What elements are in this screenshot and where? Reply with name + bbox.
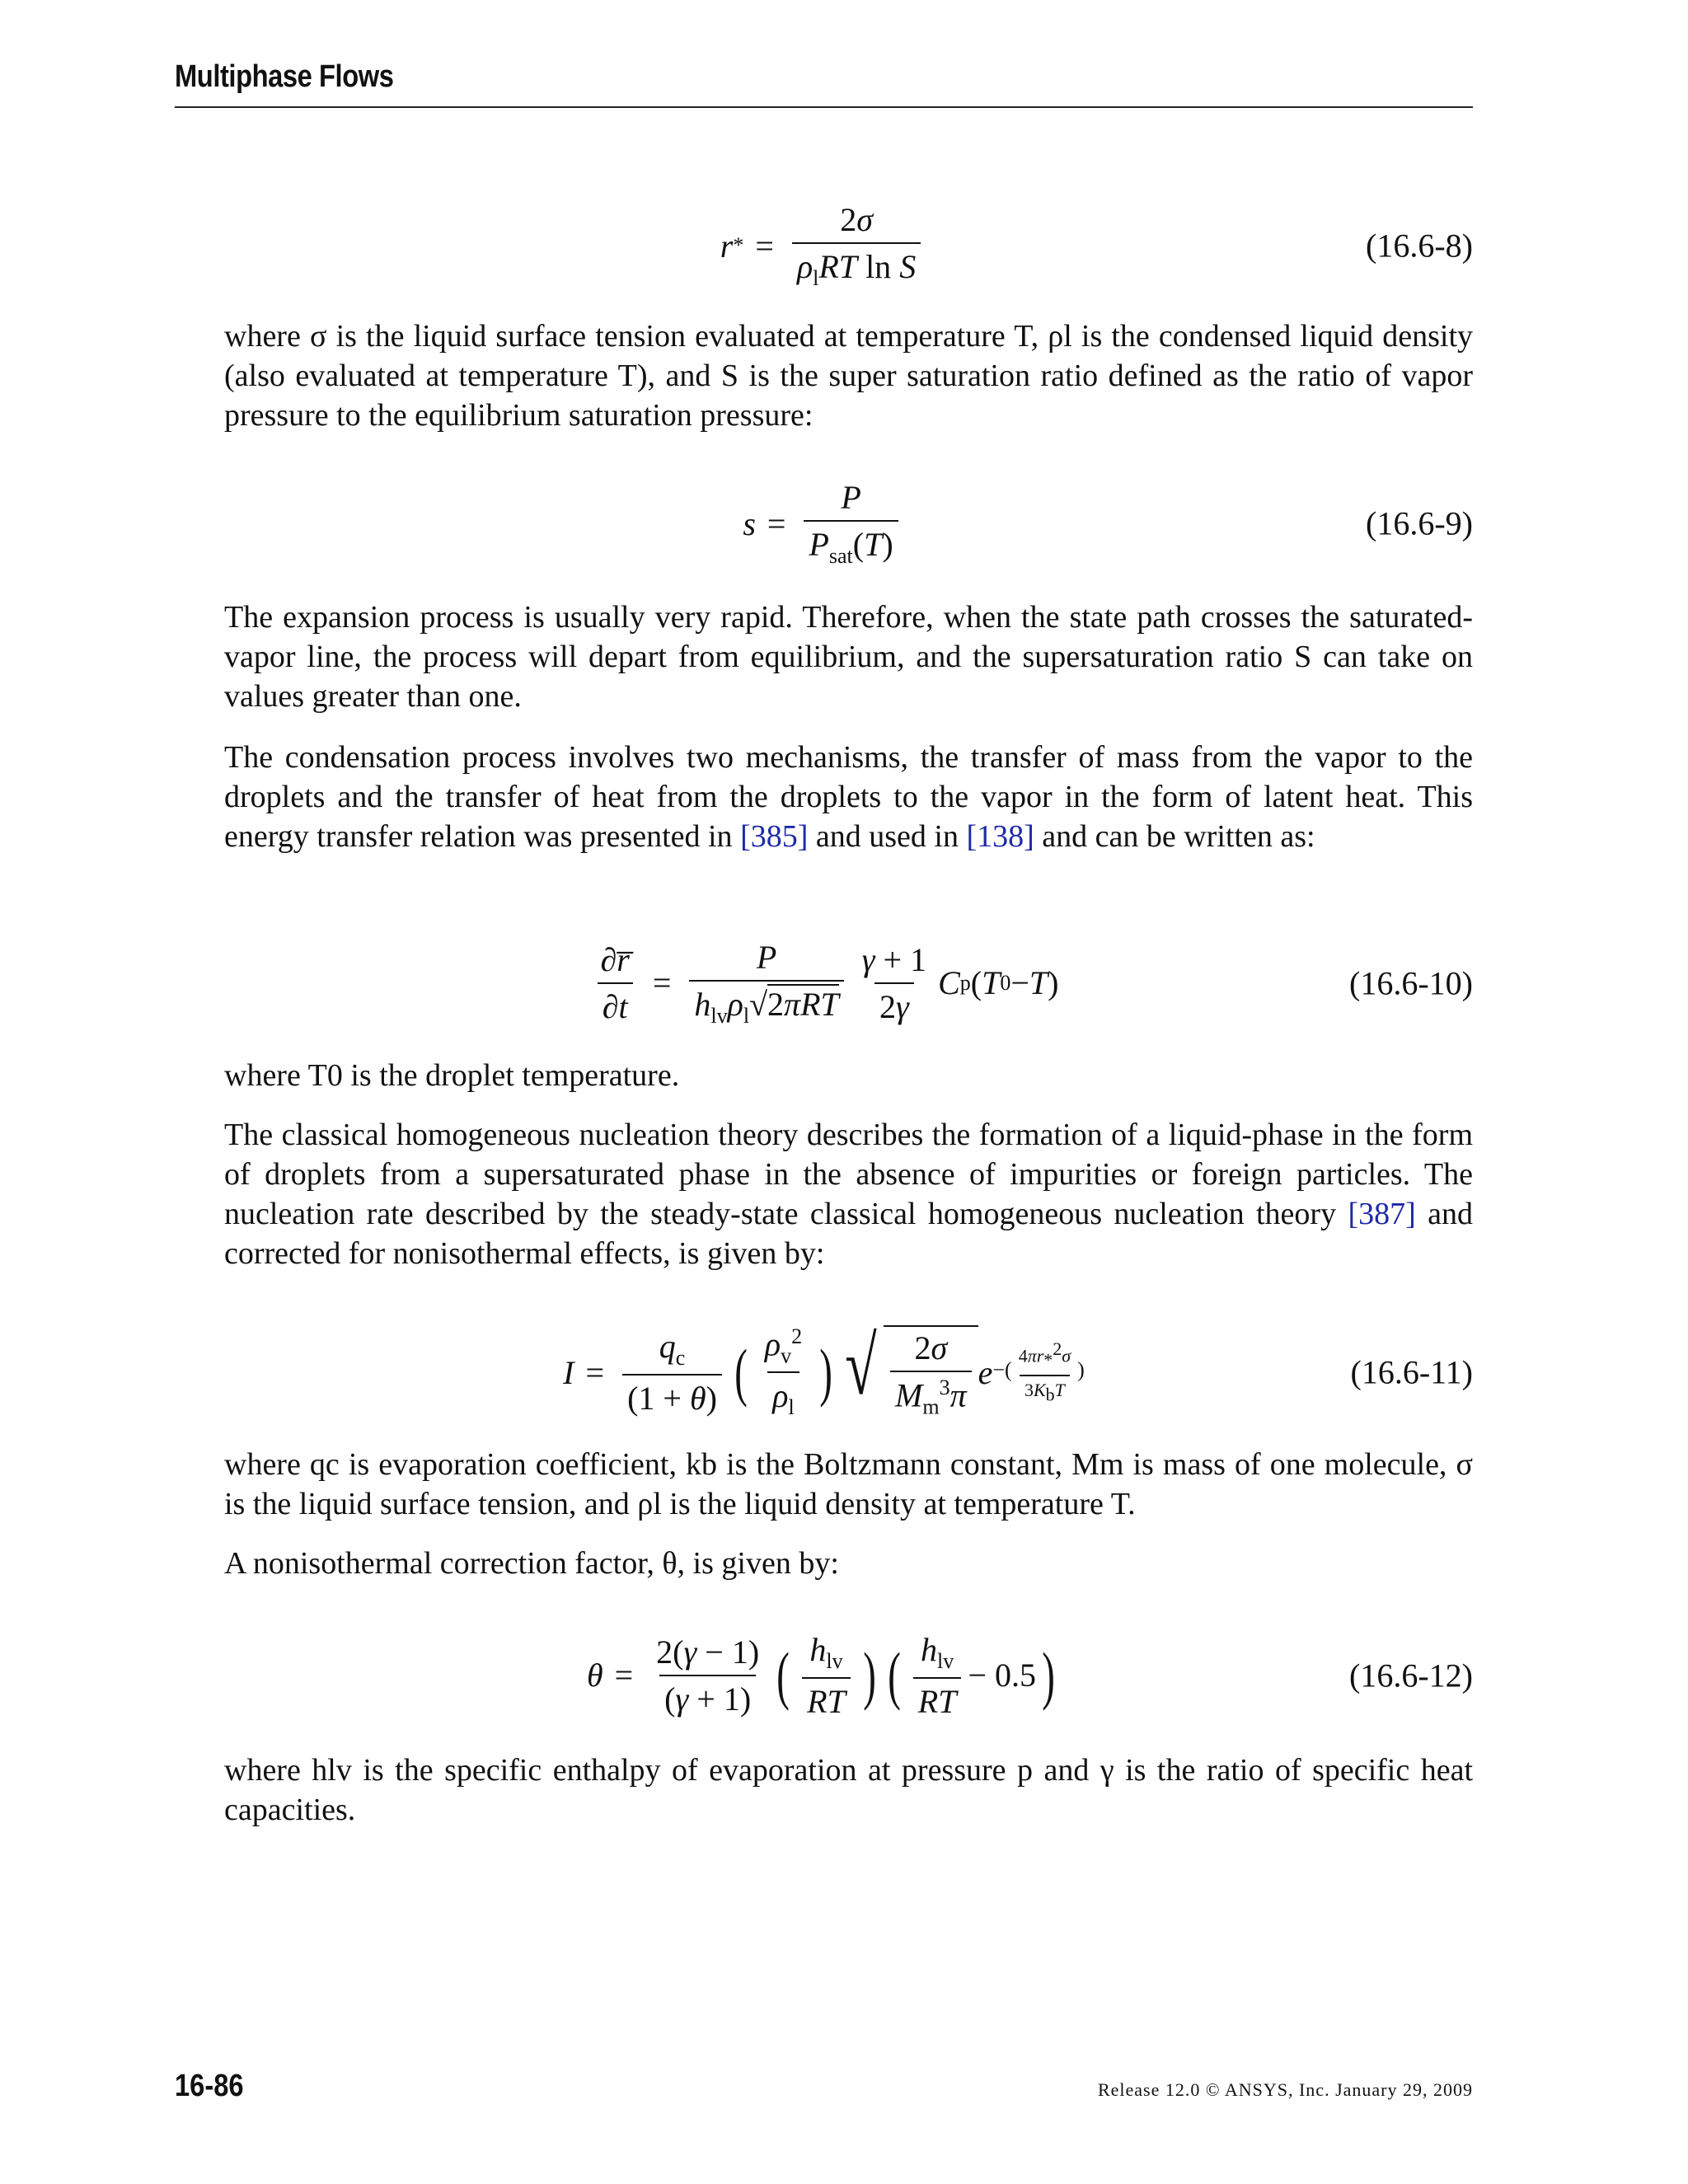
paragraph: where qc is evaporation coefficient, kb is the Boltzmann constant, Mm is mass of one molecule, σ is the liquid surface tension, and ρl is the liquid density at temperature T. <box>224 1447 1473 1521</box>
paragraph: The expansion process is usually very rapid. Therefore, when the state path crosses the saturated-vapor line, the process will depart from equilibrium, and the supersaturation ratio S can take on values greater than one. <box>224 600 1473 714</box>
paragraph: A nonisothermal correction factor, θ, is given by: <box>224 1546 839 1581</box>
paragraph: where hlv is the specific enthalpy of evaporation at pressure p and γ is the ratio of specific heat capacities. <box>224 1753 1473 1827</box>
equation-16-6-10: $\frac{\partial r̅}{\partial t}$ = $\frac{P}{h_{lv}\rho_l√2\pi RT}$ $\frac{\gamma + 1}{2\gamma}$ C p ( T 0 − T ) (16.6-10) <box>175 935 1473 1030</box>
page-number: 16-86 <box>175 2069 244 2103</box>
paragraph: where T0 is the droplet temperature. <box>224 1058 680 1093</box>
header-rule <box>175 106 1473 108</box>
release-notice: Release 12.0 © ANSYS, Inc. January 29, 2009 <box>1097 2079 1473 2100</box>
equation-16-6-11: I = $\frac{q_c}{(1 + \theta)}$ ( $\frac{\rho_v^2}{\rho_l}$ ) √ $\frac{2\sigma}{M_m^3\pi}$ e −( $\frac{4\pi r_*^2\sigma}{3K_bT}$ ) (16.6-11) <box>563 1319 1473 1420</box>
citation-link[interactable]: [387] <box>1348 1197 1416 1231</box>
section-title: Multiphase Flows <box>175 59 394 94</box>
equation-number: (16.6-12) <box>1349 1657 1473 1694</box>
paragraph: The classical homogeneous nucleation theory describes the formation of a liquid-phase in the form of droplets from a supersaturated phase in the absence of impurities or foreign particles. The nucleation rate described by the steady-state classical homogeneous nucleation theory [387] and corrected for nonisothermal effects, is given by: <box>224 1118 1474 1271</box>
paragraph: The condensation process involves two mechanisms, the transfer of mass from the vapor to the droplets and the transfer of heat from the droplets to the vapor in the form of latent heat. This energy transfer relation was presented in [385] and used in [138] and can be written as: <box>224 740 1473 854</box>
equation-number: (16.6-9) <box>1366 504 1473 542</box>
equation-number: (16.6-11) <box>1350 1353 1473 1391</box>
equation-number: (16.6-10) <box>1349 964 1473 1001</box>
equation-16-6-8: r * = $\frac{2\sigma}{\rho_lRT \ln S}$ (16.6-8) <box>720 201 1473 290</box>
equation-16-6-12: θ = $\frac{2(\gamma - 1)}{(\gamma + 1)}$ ( $\frac{h_{lv}}{RT}$ ) ( $\frac{h_{lv}}{RT}$ − 0.5 ) (16.6-12) <box>586 1630 1473 1720</box>
citation-link[interactable]: [138] <box>966 819 1034 854</box>
paragraph: where σ is the liquid surface tension evaluated at temperature T, ρl is the condensed liquid density (also evaluated at temperature T), and S is the super saturation ratio defined as the ratio of vapor pressure to the equilibrium saturation pressure: <box>224 319 1473 433</box>
equation-16-6-9: s = $\frac{P}{P_{sat}(T)}$ (16.6-9) <box>743 479 1473 568</box>
citation-link[interactable]: [385] <box>740 819 809 854</box>
equation-number: (16.6-8) <box>1366 227 1473 265</box>
